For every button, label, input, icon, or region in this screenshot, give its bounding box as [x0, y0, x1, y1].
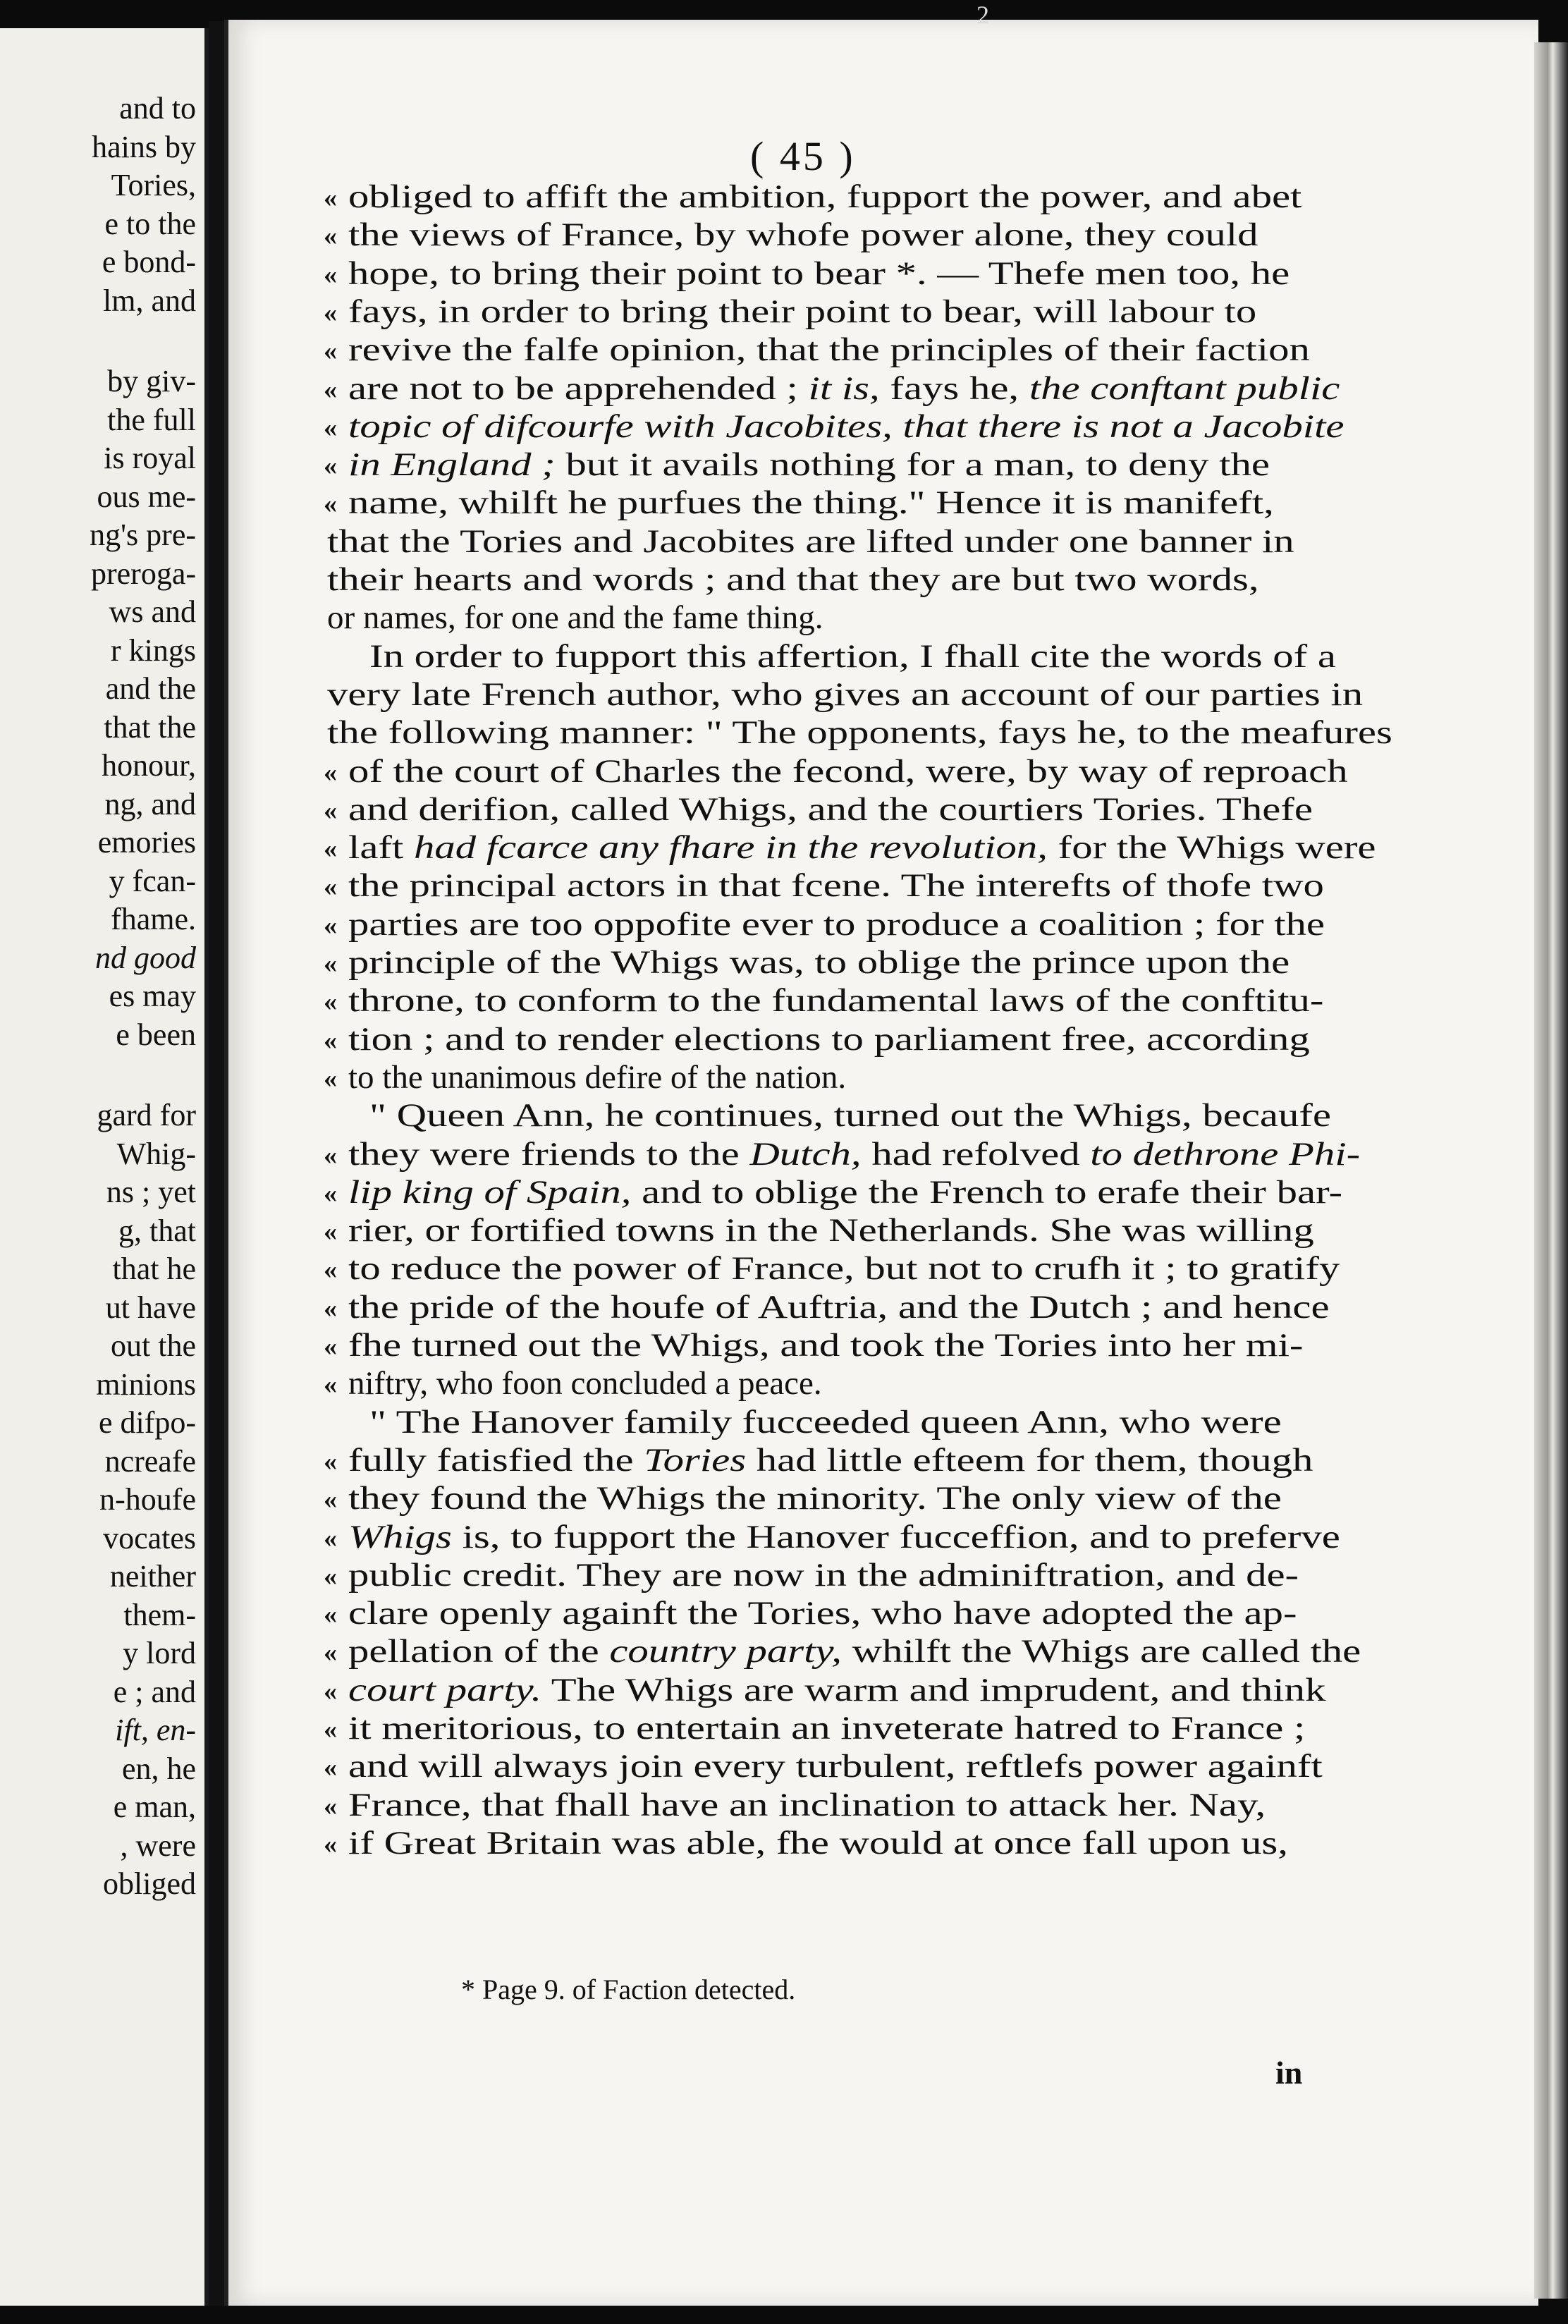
text-line: [369, 637, 1336, 675]
quote-mark: «: [324, 183, 337, 213]
text-run: " Queen Ann, he continues, turned out the Whigs, becaufe: [369, 1097, 1332, 1135]
text-run: that the Tories and Jacobites are lifted under one banner in: [327, 522, 1294, 560]
text-line: [369, 1403, 1282, 1441]
text-run: niftry, who foon concluded a peace.: [348, 1365, 822, 1402]
quote-mark: «: [324, 1715, 337, 1744]
left-page-line: by giv-: [107, 364, 196, 398]
left-page-line: emories: [97, 825, 196, 860]
left-page-line: and to: [119, 91, 196, 126]
text-run: principle of the Whigs was, to oblige the prince upon the: [348, 944, 1290, 981]
left-page-line: Whig-: [116, 1136, 196, 1171]
text-run: and will always join every turbulent, reftlefs power againft: [348, 1748, 1323, 1785]
italic-text: court party.: [348, 1671, 542, 1708]
left-page-line: vocates: [103, 1520, 196, 1555]
italic-text: had fcarce any fhare in the revolution,: [413, 829, 1048, 867]
text-line: [348, 369, 1340, 407]
left-page-line: r kings: [111, 632, 196, 668]
quote-mark: «: [324, 872, 337, 903]
quote-mark: «: [324, 1025, 337, 1056]
quote-mark: «: [324, 1676, 337, 1706]
quote-mark: «: [324, 1255, 337, 1285]
italic-text: country party,: [609, 1633, 842, 1670]
italic-text: Whigs: [348, 1518, 452, 1555]
text-line: [348, 946, 1290, 979]
text-run: is, to fupport the Hanover fucceffion, and to preferve: [451, 1518, 1340, 1555]
text-line: [348, 1173, 1343, 1211]
text-run: whilft the Whigs are called the: [841, 1633, 1361, 1670]
text-run: for the Whigs were: [1047, 829, 1376, 867]
text-line: [348, 905, 1325, 943]
text-run: name, whilft he purfues the thing." Hence it is manifeft,: [348, 484, 1274, 522]
quote-mark: «: [324, 1600, 337, 1630]
left-page-line: n-houfe: [99, 1482, 196, 1517]
quote-mark: «: [324, 1753, 337, 1783]
right-page: [224, 20, 1538, 2306]
quote-mark: «: [324, 987, 337, 1017]
text-line: [348, 1556, 1299, 1594]
text-line: [348, 869, 1324, 903]
quote-mark: «: [324, 1523, 337, 1553]
text-run: or names, for one and the fame thing.: [327, 599, 823, 637]
text-run: fhe turned out the Whigs, and took the Tories into her mi-: [348, 1327, 1304, 1364]
text-line: [348, 790, 1313, 828]
left-page-line: fhame.: [111, 902, 196, 936]
quote-mark: «: [324, 489, 337, 520]
quote-mark: «: [324, 1638, 337, 1668]
italic-text: the conftant public: [1029, 369, 1340, 407]
italic-text: topic of difcourfe with Jacobites, that there is not a Jacobite: [348, 408, 1345, 445]
text-run: the pride of the houfe of Auftria, and the Dutch ; and hence: [348, 1288, 1330, 1326]
left-page-line: is royal: [104, 441, 196, 475]
text-run: hope, to bring their point to bear *. — Thefe men too, he: [348, 255, 1290, 292]
quote-mark: «: [324, 1293, 337, 1323]
quote-mark: «: [324, 1370, 337, 1400]
quote-mark: «: [324, 949, 337, 979]
text-line: [348, 257, 1290, 290]
text-run: parties are too oppofite ever to produce a coalition ; for the: [348, 905, 1325, 943]
footnote: * Page 9. of Faction detected.: [461, 1974, 796, 2005]
left-page-line: nd good: [95, 940, 196, 975]
quote-mark: «: [324, 451, 337, 482]
text-line: [348, 178, 1302, 215]
left-page-line: ncreafe: [104, 1443, 196, 1479]
quote-mark: «: [324, 1446, 337, 1476]
text-run: but it avails nothing for a man, to deny the: [555, 446, 1270, 484]
text-run: the following manner: " The opponents, fays he, to the meafures: [327, 714, 1392, 752]
text-run: In order to fupport this affertion, I fhall cite the words of a: [369, 637, 1336, 675]
page-edge: [1534, 42, 1568, 2299]
quote-mark: «: [324, 1063, 337, 1094]
text-line: [348, 829, 1376, 867]
italic-text: lip king of Spain,: [348, 1173, 632, 1211]
text-run: if Great Britain was able, fhe would at once fall upon us,: [348, 1824, 1288, 1861]
text-line: [348, 1671, 1326, 1708]
left-page-line: y lord: [123, 1636, 196, 1670]
text-run: " The Hanover family fucceeded queen Ann, who were: [369, 1403, 1282, 1441]
left-page-line: the full: [107, 402, 196, 437]
text-run: and to oblige the French to erafe their bar-: [631, 1173, 1343, 1211]
text-line: [348, 1482, 1282, 1515]
text-line: [348, 484, 1274, 522]
left-page-line: y fcan-: [109, 863, 196, 898]
quote-mark: «: [324, 412, 337, 443]
text-line: [348, 1597, 1297, 1630]
text-line: [327, 675, 1364, 713]
text-line: [327, 522, 1294, 560]
quote-mark: «: [324, 336, 337, 367]
text-line: [348, 1712, 1305, 1745]
text-run: to reduce the power of France, but not to crufh it ; to gratify: [348, 1250, 1340, 1288]
quote-mark: «: [324, 910, 337, 941]
text-run: public credit. They are now in the adminiftration, and de-: [348, 1556, 1299, 1594]
text-run: fully fatisfied the: [348, 1441, 644, 1479]
left-page-line: e man,: [113, 1790, 196, 1824]
text-run: had little efteem for them, though: [746, 1441, 1313, 1479]
italic-text: it is,: [808, 369, 880, 407]
left-page-line: out the: [111, 1328, 196, 1363]
text-line: [327, 601, 823, 635]
quote-mark: «: [324, 1178, 337, 1209]
text-run: obliged to affift the ambition, fupport the power, and abet: [348, 178, 1302, 215]
text-run: throne, to conform to the fundamental laws of the conftitu-: [348, 982, 1324, 1020]
text-run: it meritorious, to entertain an inveterate hatred to France ;: [348, 1710, 1306, 1747]
left-page-line: e ; and: [113, 1674, 196, 1709]
text-line: [348, 1518, 1340, 1555]
text-line: [348, 410, 1344, 444]
italic-text: in England ;: [348, 446, 556, 484]
left-page-line: that he: [112, 1252, 196, 1286]
left-page-line: lm, and: [103, 283, 196, 318]
text-line: [348, 1635, 1361, 1668]
text-line: [348, 1329, 1303, 1362]
text-line: [348, 1786, 1266, 1823]
quote-mark: «: [324, 1791, 337, 1821]
left-page-line: neither: [109, 1559, 196, 1594]
text-line: [348, 1367, 822, 1400]
text-run: and derifion, called Whigs, and the courtiers Tories. Thefe: [348, 790, 1313, 828]
quote-mark: «: [324, 1140, 337, 1170]
left-page: [0, 28, 209, 2306]
text-line: [348, 982, 1324, 1020]
text-run: they found the Whigs the minority. The only view of the: [348, 1480, 1282, 1517]
left-page-line: preroga-: [90, 556, 196, 591]
quote-mark: «: [324, 834, 337, 864]
text-line: [348, 1288, 1330, 1326]
left-page-line: en, he: [121, 1751, 196, 1786]
text-run: France, that fhall have an inclination to attack her. Nay,: [348, 1786, 1266, 1823]
quote-mark: «: [324, 259, 337, 290]
text-line: [348, 331, 1310, 369]
left-page-line: minions: [96, 1366, 196, 1402]
left-page-line: es may: [109, 979, 196, 1013]
text-run: had refolved: [861, 1135, 1091, 1173]
text-run: The Whigs are warm and imprudent, and think: [541, 1671, 1326, 1708]
text-line: [348, 295, 1256, 329]
italic-text: Dutch,: [749, 1135, 862, 1173]
text-line: [348, 1135, 1361, 1173]
text-line: [348, 1020, 1310, 1058]
text-line: [327, 563, 1259, 597]
text-run: rier, or fortified towns in the Netherlands. She was willing: [348, 1212, 1314, 1249]
text-run: fays, in order to bring their point to bear, will labour to: [348, 293, 1257, 330]
text-line: [348, 752, 1348, 790]
left-page-line: e bond-: [102, 245, 196, 279]
text-line: [348, 1250, 1340, 1288]
text-run: of the court of Charles the fecond, were, by way of reproach: [348, 752, 1348, 790]
text-line: [348, 1750, 1323, 1783]
left-page-line: gard for: [97, 1098, 196, 1132]
left-page-line: ng's pre-: [90, 518, 196, 552]
left-page-line: honour,: [102, 748, 196, 783]
left-page-line: obliged: [103, 1866, 196, 1901]
text-run: the principal actors in that fcene. The interefts of thofe two: [348, 867, 1324, 905]
text-run: their hearts and words ; and that they are but two words,: [327, 561, 1259, 598]
quote-mark: «: [324, 1485, 337, 1515]
left-page-line: , were: [120, 1828, 196, 1863]
text-run: they were friends to the: [348, 1135, 750, 1173]
left-page-line: e to the: [104, 206, 196, 241]
left-page-line: ns ; yet: [106, 1175, 196, 1209]
text-line: [348, 1824, 1288, 1861]
text-run: very late French author, who gives an account of our parties in: [327, 675, 1364, 713]
text-line: [348, 1214, 1314, 1247]
left-page-line: e been: [116, 1017, 196, 1052]
left-page-line: them-: [123, 1597, 196, 1632]
text-run: to the unanimous defire of the nation.: [348, 1058, 847, 1096]
text-line: [348, 1441, 1313, 1479]
text-line: [348, 1058, 847, 1096]
left-page-line: that the: [104, 709, 196, 745]
text-run: the views of France, by whofe power alone, they could: [348, 216, 1258, 254]
quote-mark: «: [324, 1217, 337, 1247]
quote-mark: «: [324, 374, 337, 405]
text-line: [348, 216, 1258, 254]
left-page-line: ift, en-: [115, 1713, 196, 1747]
text-run: clare openly againft the Tories, who have adopted the ap-: [348, 1595, 1297, 1632]
text-line: [327, 716, 1392, 750]
quote-mark: «: [324, 1829, 337, 1859]
left-page-line: and the: [105, 671, 196, 706]
left-page-line: ws and: [109, 594, 196, 629]
quote-mark: «: [324, 1561, 337, 1591]
text-line: [369, 1097, 1332, 1135]
catchword: in: [1275, 2055, 1303, 2091]
quote-mark: «: [324, 757, 337, 788]
top-mark: 2: [976, 1, 989, 29]
italic-text: Tories: [644, 1441, 747, 1479]
left-page-line: ng, and: [104, 786, 196, 821]
text-run: laft: [348, 829, 414, 867]
quote-mark: «: [324, 795, 337, 826]
text-run: pellation of the: [348, 1633, 610, 1670]
left-page-line: ut have: [105, 1290, 196, 1325]
left-page-line: g, that: [118, 1213, 196, 1248]
left-page-line: Tories,: [111, 168, 196, 202]
quote-mark: «: [324, 1332, 337, 1362]
book-gutter: [209, 21, 224, 2306]
text-run: tion ; and to render elections to parliament free, according: [348, 1020, 1310, 1058]
text-run: revive the falfe opinion, that the principles of their faction: [348, 331, 1310, 369]
text-run: fays he,: [879, 369, 1029, 407]
left-page-line: e difpo-: [98, 1405, 196, 1440]
left-page-line: hains by: [92, 129, 196, 164]
quote-mark: «: [324, 298, 337, 328]
text-run: are not to be apprehended ;: [348, 369, 809, 407]
left-page-line: ous me-: [97, 479, 196, 514]
text-line: [348, 448, 1270, 482]
italic-text: to dethrone Phi-: [1090, 1135, 1361, 1173]
page-number: ( 45 ): [750, 133, 856, 179]
quote-mark: «: [324, 221, 337, 252]
